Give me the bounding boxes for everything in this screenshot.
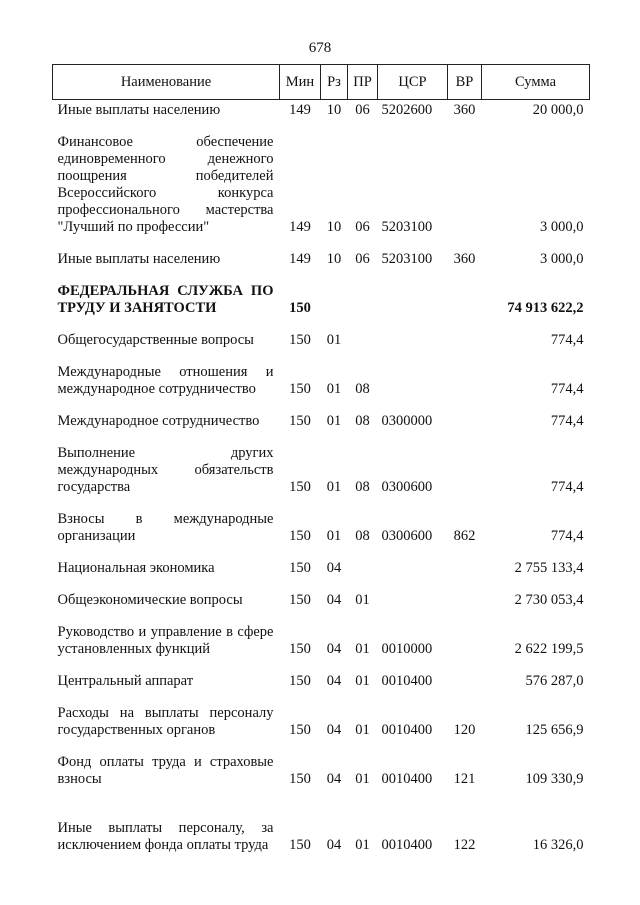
cell-csr: 5203100 [381,251,433,267]
cell-vr [448,125,482,242]
cell-csr: 0300600 [381,479,433,495]
cell-name: Иные выплаты населению [57,102,221,118]
cell-vr: 120 [453,722,476,738]
cell-vr: 862 [453,528,476,544]
cell-csr: 0010400 [381,722,433,738]
cell-pr [348,551,378,583]
cell-vr [448,355,482,404]
column-header-min: Мин [280,65,321,100]
cell-min: 150 [289,300,311,316]
column-header-rz: Рз [321,65,348,100]
cell-rz: 01 [326,528,342,544]
cell-vr [448,436,482,502]
table-row [53,355,590,404]
cell-vr [448,323,482,355]
cell-name: Фонд оплаты труда и страховые взносы [57,754,274,787]
cell-min: 150 [289,528,311,544]
cell-pr: 01 [355,837,370,853]
cell-min: 150 [289,332,311,348]
cell-vr: 122 [453,837,476,853]
cell-pr: 06 [355,251,370,267]
cell-rz: 01 [326,479,342,495]
cell-csr [378,274,448,323]
table-row [53,323,590,355]
cell-pr: 08 [355,479,370,495]
cell-pr: 06 [355,102,370,118]
cell-vr [448,404,482,436]
cell-name: Взносы в международные организации [57,511,274,544]
cell-rz [321,274,348,323]
cell-sum: 109 330,9 [525,771,584,787]
cell-min: 150 [289,837,311,853]
cell-rz: 04 [326,771,342,787]
cell-pr [348,274,378,323]
cell-sum: 3 000,0 [540,219,584,235]
cell-sum: 74 913 622,2 [507,300,584,316]
cell-rz: 01 [326,413,342,429]
cell-name: Центральный аппарат [57,673,194,689]
cell-name: Национальная экономика [57,560,215,576]
cell-name: Международное сотрудничество [57,413,260,429]
table-row [53,274,590,323]
cell-sum: 774,4 [550,479,584,495]
cell-min: 149 [289,102,311,118]
cell-csr: 0010000 [381,641,433,657]
cell-rz: 04 [326,673,342,689]
table-row [53,794,590,860]
cell-name: Общегосударственные вопросы [57,332,254,348]
column-header-csr: ЦСР [378,65,448,100]
cell-name: Руководство и управление в сфере установленных функций [57,624,274,657]
cell-sum: 774,4 [550,332,584,348]
table-row [53,436,590,502]
cell-rz: 10 [326,251,342,267]
table-row [53,404,590,436]
cell-sum: 774,4 [550,381,584,397]
table-row [53,502,590,551]
cell-csr: 0010400 [381,673,433,689]
cell-csr [378,355,448,404]
cell-rz: 01 [326,381,342,397]
cell-vr [448,583,482,615]
table-row [53,664,590,696]
cell-sum: 20 000,0 [532,102,584,118]
cell-pr: 01 [355,722,370,738]
cell-csr [378,323,448,355]
cell-pr: 01 [355,673,370,689]
cell-rz: 10 [326,219,342,235]
cell-min: 150 [289,641,311,657]
cell-pr: 08 [355,413,370,429]
cell-csr: 0010400 [381,837,433,853]
cell-pr: 08 [355,381,370,397]
cell-rz: 10 [326,102,342,118]
cell-name: Финансовое обеспечение единовременного денежного поощрения победителей Всероссийского конкурса профессионального мастерства "Лучший по профессии" [57,134,274,235]
cell-csr: 0300000 [381,413,433,429]
cell-rz: 04 [326,837,342,853]
column-header-pr: ПР [348,65,378,100]
table-header-row [53,65,590,100]
cell-csr: 5203100 [381,219,433,235]
cell-min: 149 [289,219,311,235]
table-row [53,100,590,126]
cell-rz: 01 [326,332,342,348]
cell-sum: 774,4 [550,413,584,429]
table-row [53,696,590,745]
cell-csr: 0300600 [381,528,433,544]
cell-sum: 2 622 199,5 [514,641,584,657]
cell-pr: 01 [355,771,370,787]
cell-sum: 2 730 053,4 [514,592,584,608]
cell-vr [448,664,482,696]
cell-pr: 01 [355,592,370,608]
cell-name: Выполнение других международных обязательств государства [57,445,274,495]
cell-sum: 125 656,9 [525,722,584,738]
table-row [53,242,590,274]
cell-name: Расходы на выплаты персоналу государственных органов [57,705,274,738]
table-row [53,583,590,615]
cell-sum: 2 755 133,4 [514,560,584,576]
cell-csr [378,551,448,583]
cell-pr [348,323,378,355]
column-header-name: Наименование [53,65,280,100]
cell-min: 150 [289,413,311,429]
column-header-vr: ВР [448,65,482,100]
cell-csr: 5202600 [381,102,433,118]
cell-pr: 01 [355,641,370,657]
cell-name: Иные выплаты персоналу, за исключением фонда оплаты труда [57,820,274,853]
cell-vr: 121 [453,771,476,787]
cell-name: Иные выплаты населению [57,251,221,267]
cell-rz: 04 [326,722,342,738]
cell-pr: 08 [355,528,370,544]
cell-min: 150 [289,592,311,608]
cell-sum: 774,4 [550,528,584,544]
cell-name: ФЕДЕРАЛЬНАЯ СЛУЖБА ПО ТРУДУ И ЗАНЯТОСТИ [57,283,274,316]
cell-min: 150 [289,722,311,738]
cell-min: 149 [289,251,311,267]
cell-rz: 04 [326,592,342,608]
cell-vr [448,615,482,664]
table-row [53,125,590,242]
cell-vr [448,551,482,583]
cell-csr [378,583,448,615]
cell-min: 150 [289,381,311,397]
cell-sum: 3 000,0 [540,251,584,267]
budget-table [52,64,590,860]
cell-vr: 360 [453,102,476,118]
cell-rz: 04 [326,641,342,657]
cell-sum: 16 326,0 [532,837,584,853]
cell-min: 150 [289,673,311,689]
cell-min: 150 [289,479,311,495]
table-row [53,615,590,664]
page-number: 678 [308,40,332,56]
cell-vr: 360 [453,251,476,267]
cell-csr: 0010400 [381,771,433,787]
cell-name: Общеэкономические вопросы [57,592,243,608]
table-row [53,551,590,583]
cell-name: Международные отношения и международное сотрудничество [57,364,274,397]
column-header-sum: Сумма [482,65,590,100]
cell-rz: 04 [326,560,342,576]
cell-min: 150 [289,560,311,576]
cell-sum: 576 287,0 [525,673,584,689]
cell-pr: 06 [355,219,370,235]
table-row [53,745,590,794]
cell-min: 150 [289,771,311,787]
cell-vr [448,274,482,323]
